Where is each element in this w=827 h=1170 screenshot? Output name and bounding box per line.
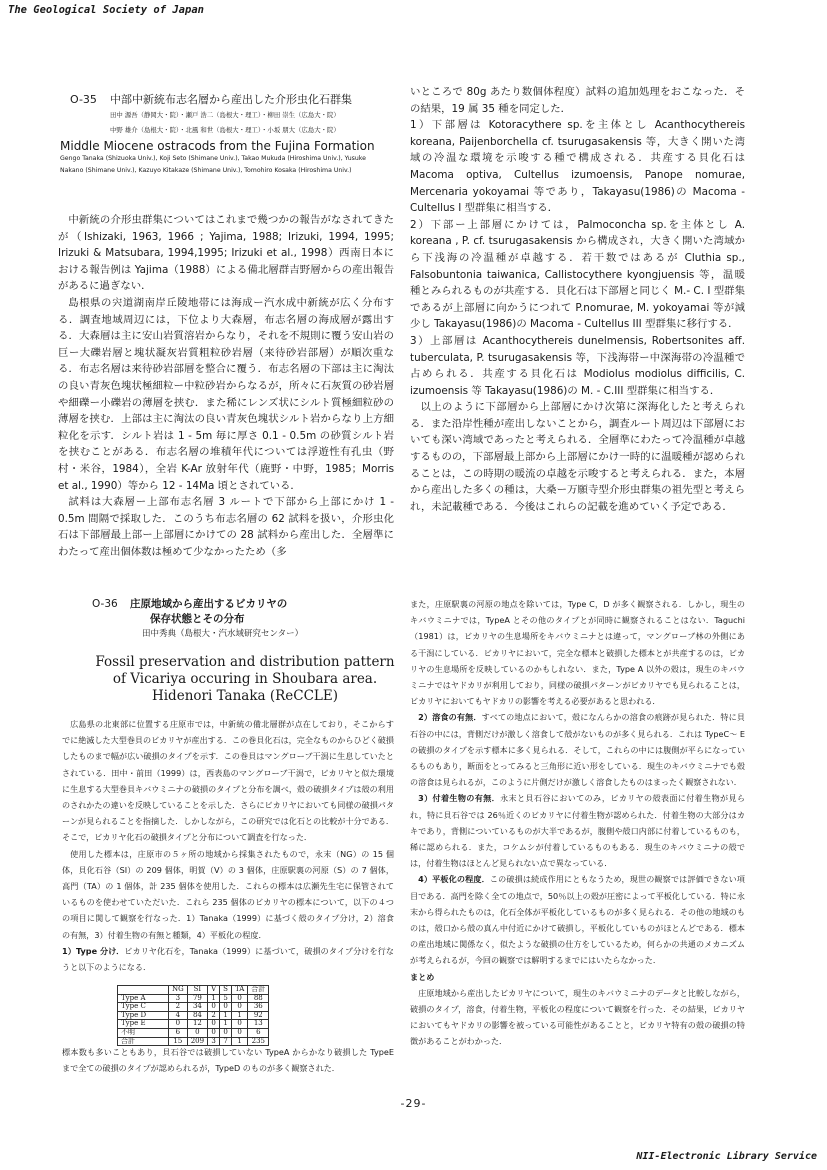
o36-title-en-2: of Vicariya occuring in Shoubara area. xyxy=(112,671,378,687)
o36-p7-head: 3）付着生物の有無． xyxy=(418,793,501,804)
table-cell: 0 xyxy=(208,1020,220,1029)
o36-summary: 庄原地域から産出したビカリヤについて，現生のキバウミニナのデータと比較しながら，破損のタイプ，溶食，付着生物，平板化の程度について観察を行った．その結果，ビカリヤにおいてもヤドカリの影響を被っている可能性があることと，ビカリヤ特有の殻の破損の特徴があることがわかった． xyxy=(410,987,745,1047)
table-cell: Type E xyxy=(118,1020,169,1029)
o35-paragraph-1: 中新統の介形虫群集についてはこれまで幾つかの報告がなされてきたが（Ishizaki, 1963, 1966 ; Yajima, 1988; Irizuki, 1994, 1995; Irizuki & Matsubara, 1994,1995; Irizuki et al., 1998）西南日本における報告例は Yajima（1988）による備北層群吉野層からの産出報告があるに過ぎない． xyxy=(58,214,394,293)
table-cell: 1 xyxy=(208,994,220,1003)
table-header-cell: V xyxy=(208,986,220,995)
table-cell: 7 xyxy=(220,1037,232,1046)
o35-heading xyxy=(60,88,390,177)
table-cell: 0 xyxy=(220,1028,232,1037)
table-cell: 0 xyxy=(231,994,247,1003)
table-cell: 合計 xyxy=(118,1037,169,1046)
type-count-table xyxy=(117,985,269,1046)
o36-id: O-36 xyxy=(92,598,118,610)
table-cell: 0 xyxy=(220,1003,232,1012)
table-row xyxy=(118,1020,269,1029)
table-cell: 1 xyxy=(231,1037,247,1046)
o36-paragraph-2: 使用した標本は，庄原市の５ヶ所の地域から採集されたもので，永末（NG）の 15 個体，貝化石谷（SI）の 209 個体，明賀（V）の 3 個体，庄原駅裏の河原（S）の 7 個体，高門（TA）の 1 個体，計 235 個体を使用した．これらの標本は広瀬先生宅に保管されているものを使わせていただいた．これら 235 個体のビカリヤの標本について，以下の４つの項目に関して観察を行なった．1）Tanaka（1999）に基づく殻のタイプ分け，2）溶食の有無，3）付着生物の有無と種類，4）平板化の程度． xyxy=(62,848,394,940)
table-cell: 4 xyxy=(169,1011,188,1020)
o36-english-heading xyxy=(90,654,400,705)
table-cell: 209 xyxy=(187,1037,207,1046)
table-header-cell xyxy=(118,986,169,995)
table-cell: Type C xyxy=(118,1003,169,1012)
o36-p3-head: 1）Type 分け． xyxy=(62,945,125,956)
o36-p8-head: 4）平板化の程度． xyxy=(418,874,490,885)
o36-paragraph-4: 標本数も多いこともあり，貝石谷では破損していない TypeA からかなり破損した TypeE まで全ての破損のタイプが認められるが，TypeD のものが多く観察された． xyxy=(62,1047,394,1074)
o35-paragraph-8: 以上のように下部層から上部層にかけ次第に深海化したと考えられる．また沿岸性種が産出しないことから，調査ルート周辺は下部層においても深い湾域であったと考えられる．全層準にわたって冷温種が卓越するものの，下部層最上部から上部層にかけ一時的に温暖種が認められることは，この時期の暖流の卓越を示唆すると考えられる．また，本層から産出した多くの種は，大桑ー万願寺型介形虫群集の祖先型と考えられ，未記載種である．今後はこれらの記載を進めていく予定である． xyxy=(410,401,745,513)
o36-summary-head: まとめ xyxy=(410,971,435,982)
table-cell: 0 xyxy=(208,1028,220,1037)
table-cell: 0 xyxy=(231,1028,247,1037)
table-cell: 5 xyxy=(220,994,232,1003)
o35-paragraph-4: いところで 80g あたり数個体程度）試料の追加処理をおこなった．その結果，19 属 35 種を同定した． xyxy=(410,86,745,115)
o36-title-ja-2: 保存状態とその分布 xyxy=(150,613,245,625)
table-cell: 92 xyxy=(248,1011,269,1020)
table-cell: 15 xyxy=(169,1037,188,1046)
table-header-cell: 合計 xyxy=(248,986,269,995)
o35-authors-ja-2: 中野 雄介（島根大・院）・北風 和世（島根大・理工）・小坂 朋大（広島大・院） xyxy=(110,126,340,134)
table-cell: 12 xyxy=(187,1020,207,1029)
table-cell: 13 xyxy=(248,1020,269,1029)
table-cell: 6 xyxy=(169,1028,188,1037)
table-cell: 0 xyxy=(208,1003,220,1012)
o36-title-ja-1: 庄原地域から産出するビカリヤの xyxy=(130,598,288,610)
table-cell: 79 xyxy=(187,994,207,1003)
table-cell: 1 xyxy=(220,1011,232,1020)
table-header-cell: NG xyxy=(169,986,188,995)
o35-id: O-35 xyxy=(70,93,97,106)
o36-paragraph-3: ビカリヤ化石を，Tanaka（1999）に基づいて，破損のタイプ分けを行なうと以下のようになる． xyxy=(62,945,394,973)
table-cell: 6 xyxy=(248,1028,269,1037)
o36-column-left xyxy=(62,716,394,975)
table-cell: Type D xyxy=(118,1011,169,1020)
table-cell: 88 xyxy=(248,994,269,1003)
o35-authors-en: Gengo Tanaka (Shizuoka Univ.), Koji Seto (Shimane Univ.), Takao Mukuda (Hiroshima Univ.), Yusuke Nakano (Shimane Univ.), Kazuyo Kitakaze (Shimane Univ.), Tomohiro Kosaka (Hiroshima Univ.) xyxy=(60,155,366,174)
table-cell: 84 xyxy=(187,1011,207,1020)
o36-author-en: Hidenori Tanaka (ReCCLE) xyxy=(151,688,339,704)
o36-author-ja: 田中秀典（島根大・汽水域研究センター） xyxy=(142,629,304,639)
table-header-row xyxy=(118,986,269,995)
table-header-cell: TA xyxy=(231,986,247,995)
o35-title-ja: 中部中新統布志名層から産出した介形虫化石群集 xyxy=(110,93,352,106)
table-row xyxy=(118,1028,269,1037)
o35-authors-ja-1: 田中 源吾（静岡大・院）・瀬戸 浩二（島根大・理工）・柳田 崇生（広島大・院） xyxy=(110,111,340,119)
table-cell: 235 xyxy=(248,1037,269,1046)
o36-paragraph-7: 永末と貝石谷においてのみ，ビカリヤの殻表面に付着生物が見られ，特に貝石谷では 26％近くのビカリヤに付着生物が認められた．付着生物の大部分はカキであり，背側についているものが大半であるが，腹側や殻口内部に付着しているものも，稀に認められる．また，コケムシが付着しているものもある．現生のキバウミニナの殻では，付着生物はほとんど見られない点で異なっている． xyxy=(410,793,745,869)
table-cell: 0 xyxy=(187,1028,207,1037)
o36-paragraph-1: 広島県の北東部に位置する庄原市では，中新統の備北層群が点在しており，そこからすでに絶滅した大型巻貝のビカリヤが産出する．この巻貝化石は，完全なものからひどく破損したものまで幅が広い破損のタイプを示す．この巻貝はマングローブ干潟に生息していたとされている．田中・前田（1999）は，西表島のマングローブ干潟で，ビカリヤと似た環境に生息する大型巻貝キバウミニナの破損のタイプと分布を調べ，殻の破損タイプは殻の利用のされかたの違いを反映していることを示した．さらにビカリヤにおいても同様の破損パターンが見られることを指摘した．しかしながら，この研究では化石との比較が十分である．そこで，ビカリヤ化石の破損タイプと分布について調査を行なった． xyxy=(62,719,394,843)
o36-table-caption-text xyxy=(62,1044,394,1076)
table-header-cell: SI xyxy=(187,986,207,995)
o35-paragraph-6: 2）下部ー上部層にかけては，Palmoconcha sp.を主体とし A. koreana , P. cf. tsurugasakensis から構成され，大きく開いた湾域から下浅海の冷温種が卓越する．若干数ではあるが Cluthia sp., Falsobuntonia taiwanica, Callistocythere kyongjuensis 等，温暖種とみられるものが共産する．貝化石は下部層と同じく M.- C. I 型群集であるが上部層に向かうにつれて P.nomurae, M. yokoyamai 等が減少し Takayasu(1986)の Macoma - Cultellus III 型群集に移行する． xyxy=(410,218,745,331)
table-cell: Type A xyxy=(118,994,169,1003)
table-cell: 1 xyxy=(231,1011,247,1020)
o35-paragraph-3: 試料は大森層ー上部布志名層 3 ルートで下部から上部にかけ 1 - 0.5m 間隔で採取した．このうち布志名層の 62 試料を扱い，介形虫化石は下部層最上部ー上部層にかけての 28 試料から産出した．全層準にわたって産出個体数は極めて少なかったため（多 xyxy=(58,496,394,558)
o36-paragraph-5: また，庄原駅裏の河原の地点を除いては，Type C，D が多く観察される．しかし，現生のキバウミニナでは，TypeA とその他のタイプとが同時に観察されることはない．Taguchi（1981）は，ビカリヤの生息場所をキバウミニナとは違って，マングローブ林の外側にある干潟にしている．ビカリヤにおいて，完全な標本と破損した標本とが共産するのは，ビカリヤの生息場所を反映しているのかもしれない．また，Type A 以外の殻は，現生のキバウミニナではヤドカリが利用しており，同様の破損パターンがビカリヤでも見られることは，ビカリヤにおいてもヤドカリの影響を考える必要があると思われる． xyxy=(410,599,745,707)
o35-paragraph-5: 1）下部層は Kotoracythere sp.を主体とし Acanthocythereis koreana, Paijenborchella cf. tsurugasakensis 等，大きく開いた湾域の冷温な環境を示唆する種で構成される．共産する貝化石は Macoma optiva, Cultellus izumoensis, Panope nomurae, Mercenaria yokoyamai 等であり，Takayasu(1986)の Macoma - Cultellus I 型群集に相当する． xyxy=(410,119,745,215)
table-header-cell: S xyxy=(220,986,232,995)
table-cell: 0 xyxy=(169,1020,188,1029)
table-cell: 0 xyxy=(231,1020,247,1029)
table-cell: 2 xyxy=(208,1011,220,1020)
o35-paragraph-2: 島根県の宍道湖南岸丘陵地帯には海成ー汽水成中新統が広く分布する．調査地域周辺には，下位より大森層，布志名層の海成層が露出する．大森層は主に安山岩質溶岩からなり，それを不規則に覆う安山岩の巨ー大礫岩層と塊状凝灰岩質粗粒砂岩層（来待砂岩部層）が順次重なる．布志名層は来待砂岩部層を整合に覆う．布志名層の下部は主に淘汰の良い青灰色塊状極細粒ー中粒砂岩からなるが，所々に石灰質の砂岩層や細礫ー小礫岩の薄層を挟む．また稀にレンズ状にシルト質極細粒砂の薄層を挟む．上部は主に淘汰の良い青灰色塊状シルト岩からなり上方細粒化を示す．シルト岩は 1 - 5m 毎に厚さ 0.1 - 0.5m の砂質シルト岩を挟むことがある．布志名層の堆積年代については浮遊性有孔虫（野村・米谷，1984），全岩 K-Ar 放射年代（鹿野・中野，1985；Morris et al., 1990）等から 12 - 14Ma 頃とされている． xyxy=(58,296,394,492)
o36-paragraph-8: この破損は続成作用にともなうため，現世の観察では評価できない項目である．高門を除く全ての地点で，50％以上の殻が圧密によって平板化している．特に永末から得られたものは，化石全体が平板化しているものが多く見られる．その他の地域のものは，殻口から殻の真ん中付近にかけて破損し，平板化していものがほとんどである．標本の産出地域に関係なく，似たような破損の仕方をしているため，何らかの共通のメカニズムが考えられるが，今回の観察では解明するまでにはいたらなかった． xyxy=(410,874,746,966)
o35-column-right xyxy=(410,84,745,515)
o36-paragraph-6: すべての地点において，殻になんらかの溶食の痕跡が見られた．特に貝石谷の中には，背側だけが激しく溶食して殻がないものが多く見られる．これは TypeC〜 E の破損のタイプを示す標本に多く見られる．そして，これらの中には腹側が平らになっているものもあり，断面をとってみると三角形に近い形をしている．現生のキバウミニナでも殻の溶食は見られるが，このように片側だけが激しく溶食したものはまったく観察されない． xyxy=(410,712,745,788)
o36-heading xyxy=(92,597,392,642)
table-cell: 0 xyxy=(231,1003,247,1012)
table-cell: 34 xyxy=(187,1003,207,1012)
o35-column-left xyxy=(58,212,394,560)
table-cell: 不明 xyxy=(118,1028,169,1037)
table-cell: 3 xyxy=(208,1037,220,1046)
page-number: -29- xyxy=(400,1097,427,1110)
o36-column-right xyxy=(410,596,745,1050)
table-cell: 36 xyxy=(248,1003,269,1012)
library-footer: NII-Electronic Library Service xyxy=(636,1151,817,1162)
table-cell: 2 xyxy=(169,1003,188,1012)
table-cell: 3 xyxy=(169,994,188,1003)
table-row xyxy=(118,1003,269,1012)
table-cell: 1 xyxy=(220,1020,232,1029)
journal-header: The Geological Society of Japan xyxy=(8,4,204,16)
o35-paragraph-7: 3）上部層は Acanthocythereis dunelmensis, Robertsonites aff. tuberculata, P. tsurugasakensis 等，下浅海帯ー中深海帯の冷温種で占められる．共産する貝化石は Modiolus modiolus difficilis, C. izumoensis 等 Takayasu(1986)の M. - C.III 型群集に相当する． xyxy=(410,334,745,397)
o36-p6-head: 2）溶食の有無． xyxy=(418,712,482,723)
o36-title-en-1: Fossil preservation and distribution pattern xyxy=(95,654,395,670)
o35-title-en: Middle Miocene ostracods from the Fujina Formation xyxy=(60,139,375,153)
